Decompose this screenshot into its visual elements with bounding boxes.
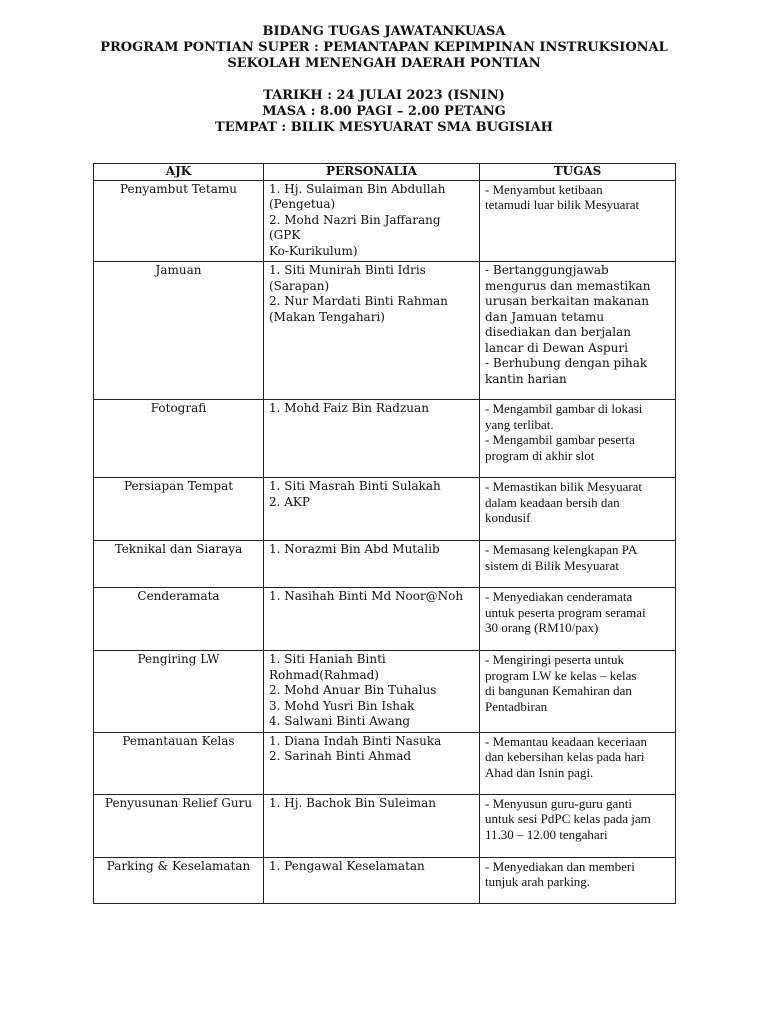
personalia-cell: [264, 400, 480, 478]
tugas-line: 30 orang (RM10/pax): [485, 620, 599, 635]
tugas-line: tetamudi luar bilik Mesyuarat: [485, 197, 640, 212]
ajk-cell: [94, 857, 264, 903]
committee-table: [93, 163, 676, 904]
ajk-label: Pengiring LW: [137, 652, 220, 666]
ajk-label: Cenderamata: [137, 589, 220, 603]
personalia-line: (Pengetua): [269, 197, 336, 211]
personalia-line: 2. Nur Mardati Binti Rahman: [269, 294, 448, 308]
tugas-line: 11.30 – 12.00 tengahari: [485, 826, 608, 842]
tugas-line: program di akhir slot: [485, 447, 595, 463]
tugas-cell: [480, 857, 676, 903]
personalia-line: 1. Mohd Faiz Bin Radzuan: [269, 401, 429, 415]
table-row: [94, 651, 676, 733]
table-row: [94, 478, 676, 541]
tugas-line: dan Jamuan tetamu: [485, 309, 605, 324]
tugas-cell: [480, 180, 676, 262]
ajk-cell: [94, 180, 264, 262]
header-program: PROGRAM PONTIAN SUPER : PEMANTAPAN KEPIMPINAN INSTRUKSIONAL: [100, 40, 668, 55]
tugas-cell: [480, 541, 676, 588]
personalia-line: Rohmad(Rahmad): [269, 667, 379, 682]
personalia-cell: [264, 651, 480, 733]
ajk-cell: [94, 541, 264, 588]
tugas-line: kondusif: [485, 510, 531, 525]
table-row: [94, 857, 676, 903]
ajk-cell: [94, 262, 264, 400]
table-row: [94, 732, 676, 794]
personalia-line: 2. Mohd Nazri Bin Jaffarang (GPK: [269, 212, 441, 242]
header-school: SEKOLAH MENENGAH DAERAH PONTIAN: [227, 56, 541, 71]
ajk-label: Jamuan: [155, 263, 202, 277]
personalia-line: 1. Siti Haniah Binti: [269, 652, 386, 666]
personalia-line: 1. Diana Indah Binti Nasuka: [269, 733, 442, 748]
tugas-line: Ahad dan Isnin pagi.: [485, 764, 594, 780]
table-row: [94, 262, 676, 400]
ajk-label: Pemantauan Kelas: [122, 733, 235, 748]
tugas-line: kantin harian: [485, 371, 567, 386]
personalia-line: 1. Norazmi Bin Abd Mutalib: [269, 542, 440, 556]
table-row: [94, 180, 676, 262]
tugas-line: dalam keadaan bersih dan: [485, 494, 620, 510]
personalia-line: 2. Sarinah Binti Ahmad: [269, 749, 412, 763]
tugas-line: lancar di Dewan Aspuri: [485, 340, 628, 355]
header-time: MASA : 8.00 PAGI – 2.00 PETANG: [262, 104, 506, 119]
ajk-cell: [94, 651, 264, 733]
personalia-cell: [264, 857, 480, 903]
column-header-ajk: AJK: [94, 164, 264, 181]
ajk-cell: [94, 400, 264, 478]
tugas-line: - Mengiringi peserta untuk: [485, 652, 624, 667]
tugas-line: - Berhubung dengan pihak: [485, 356, 648, 370]
tugas-line: program LW ke kelas – kelas: [485, 667, 637, 683]
personalia-cell: [264, 732, 480, 794]
tugas-line: - Memasang kelengkapan PA: [485, 542, 638, 557]
ajk-cell: [94, 588, 264, 651]
tugas-line: - Menyediakan dan memberi: [485, 858, 635, 874]
personalia-line: 1. Pengawal Keselamatan: [269, 858, 425, 873]
tugas-line: - Menyambut ketibaan: [485, 181, 603, 197]
personalia-line: 2. AKP: [269, 494, 310, 509]
tugas-line: tunjuk arah parking.: [485, 874, 591, 889]
personalia-cell: [264, 262, 480, 400]
column-header-tugas: TUGAS: [480, 164, 676, 181]
header-venue: TEMPAT : BILIK MESYUARAT SMA BUGISIAH: [215, 120, 553, 135]
tugas-cell: [480, 794, 676, 857]
ajk-label: Parking & Keselamatan: [106, 858, 251, 873]
personalia-line: 1. Siti Masrah Binti Sulakah: [269, 479, 441, 493]
ajk-label: Fotografi: [150, 401, 207, 415]
personalia-line: 4. Salwani Binti Awang: [269, 714, 411, 728]
tugas-line: mengurus dan memastikan: [485, 278, 651, 293]
table-row: [94, 400, 676, 478]
personalia-cell: [264, 478, 480, 541]
personalia-cell: [264, 588, 480, 651]
tugas-cell: [480, 400, 676, 478]
tugas-line: - Mengambil gambar di lokasi: [485, 401, 643, 416]
personalia-cell: [264, 541, 480, 588]
tugas-line: untuk sesi PdPC kelas pada jam: [485, 811, 651, 826]
tugas-cell: [480, 651, 676, 733]
ajk-label: Penyusunan Relief Guru: [104, 795, 253, 810]
table-row: [94, 794, 676, 857]
tugas-line: - Mengambil gambar peserta: [485, 432, 635, 447]
tugas-line: dan kebersihan kelas pada hari: [485, 749, 645, 764]
personalia-line: 2. Mohd Anuar Bin Tuhalus: [269, 683, 437, 697]
ajk-label: Persiapan Tempat: [123, 479, 234, 493]
tugas-line: disediakan dan berjalan: [485, 325, 631, 339]
personalia-line: (Makan Tengahari): [269, 309, 385, 324]
tugas-cell: [480, 262, 676, 400]
column-header-personalia: PERSONALIA: [264, 164, 480, 181]
tugas-line: - Memastikan bilik Mesyuarat: [485, 479, 643, 494]
personalia-cell: [264, 794, 480, 857]
tugas-line: sistem di Bilik Mesyuarat: [485, 557, 619, 573]
personalia-line: 1. Siti Munirah Binti Idris: [269, 263, 426, 277]
ajk-cell: [94, 478, 264, 541]
personalia-line: 3. Mohd Yusri Bin Ishak: [269, 698, 415, 713]
tugas-line: - Menyediakan cenderamata: [485, 589, 633, 604]
personalia-cell: [264, 180, 480, 262]
ajk-cell: [94, 732, 264, 794]
ajk-label: Penyambut Tetamu: [120, 181, 237, 196]
tugas-line: - Menyusun guru-guru ganti: [485, 795, 632, 811]
tugas-cell: [480, 478, 676, 541]
tugas-line: di bangunan Kemahiran dan: [485, 683, 632, 698]
table-body: [94, 180, 676, 903]
ajk-label: Teknikal dan Siaraya: [114, 542, 243, 556]
tugas-cell: [480, 588, 676, 651]
document-header: [0, 24, 768, 136]
personalia-line: 1. Hj. Bachok Bin Suleiman: [269, 795, 436, 810]
header-date: TARIKH : 24 JULAI 2023 (ISNIN): [263, 88, 505, 103]
table-header-row: [94, 164, 676, 181]
personalia-line: 1. Hj. Sulaiman Bin Abdullah: [269, 181, 446, 196]
personalia-line: Ko-Kurikulum): [269, 243, 358, 258]
tugas-line: - Bertanggungjawab: [485, 263, 609, 277]
ajk-cell: [94, 794, 264, 857]
tugas-line: untuk peserta program seramai: [485, 604, 646, 620]
personalia-line: (Sarapan): [269, 278, 330, 293]
tugas-line: yang terlibat.: [485, 416, 554, 432]
tugas-line: - Memantau keadaan keceriaan: [485, 733, 648, 749]
header-title: BIDANG TUGAS JAWATANKUASA: [262, 24, 506, 39]
tugas-line: urusan berkaitan makanan: [485, 294, 649, 308]
table-row: [94, 588, 676, 651]
table-row: [94, 541, 676, 588]
tugas-cell: [480, 732, 676, 794]
personalia-line: 1. Nasihah Binti Md Noor@Noh: [269, 589, 464, 603]
tugas-line: Pentadbiran: [485, 698, 548, 714]
